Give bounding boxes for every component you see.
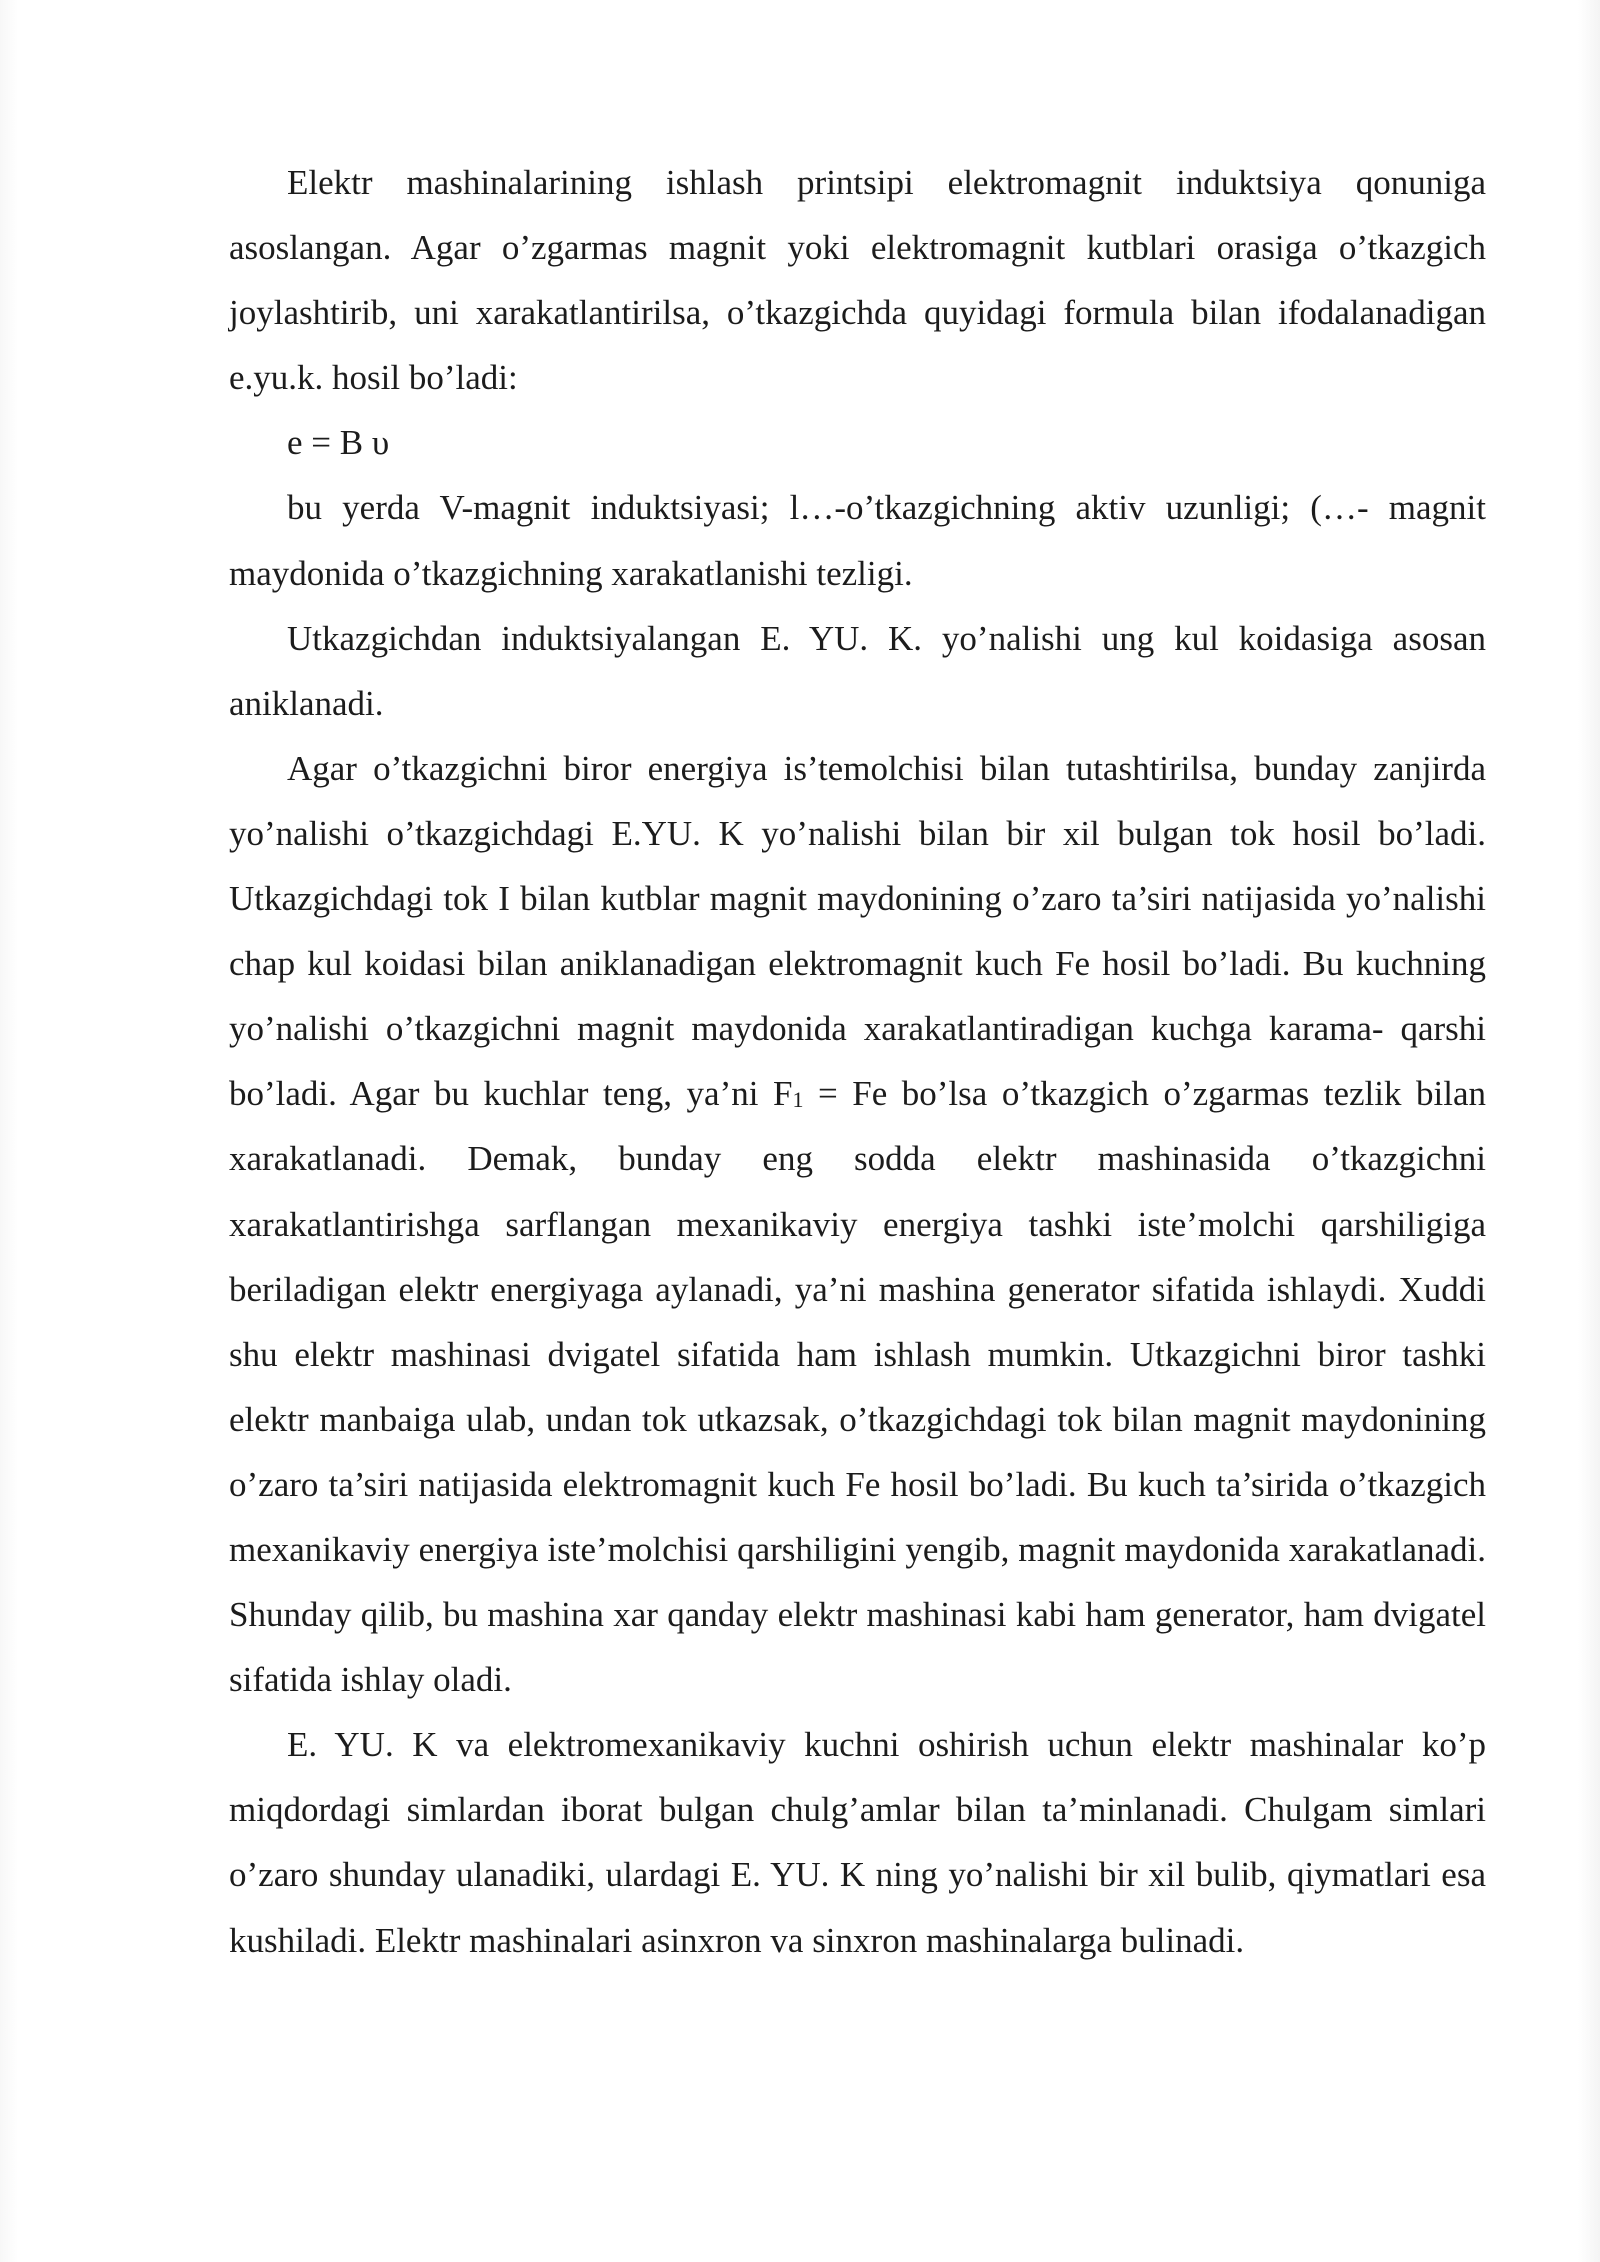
page-left-edge [0, 0, 18, 2262]
paragraph-generator-motor [229, 736, 1486, 1712]
paragraph-generator-motor-part2: = Fe bo’lsa o’tkazgich o’zgarmas tezlik bilan xarakatlanadi. Demak, bunday eng sodda elektr mashinasida o’tkazgichni xarakatlantirishga sarflangan mexanikaviy energiya tashki iste’molchi qarshiligiga beriladigan elektr energiyaga aylanadi, ya’ni mashina generator sifatida ishlaydi. Xuddi shu elektr mashinasi dvigatel sifatida ham ishlash mumkin. Utkazgichni biror tashki elektr manbaiga ulab, undan tok utkazsak, o’tkazgichdagi tok bilan magnit maydonining o’zaro ta’siri natijasida elektromagnit kuch Fe hosil bo’ladi. Bu kuch ta’sirida o’tkazgich mexanikaviy energiya iste’molchisi qarshiligini yengib, magnit maydonida xarakatlanadi. Shunday qilib, bu mashina xar qanday elektr mashinasi kabi ham generator, ham dvigatel sifatida ishlay oladi. [229, 1074, 1486, 1700]
document-body [229, 150, 1486, 1973]
force-subscript: 1 [792, 1087, 804, 1113]
page-right-edge [1578, 0, 1600, 2262]
formula-emf: e = B υ [287, 423, 390, 463]
paragraph-definitions: bu yerda V-magnit induktsiyasi; l…-o’tkazgichning aktiv uzunligi; (…- magnit maydonida o’tkazgichning xarakatlanishi tezligi. [229, 488, 1486, 593]
paragraph-right-hand-rule: Utkazgichdan induktsiyalangan E. YU. K. yo’nalishi ung kul koidasiga asosan aniklanadi. [229, 618, 1486, 723]
paragraph-windings: E. YU. K va elektromexanikaviy kuchni oshirish uchun elektr mashinalar ko’p miqdordagi simlardan iborat bulgan chulg’amlar bilan ta’minlanadi. Chulgam simlari o’zaro shunday ulanadiki, ulardagi E. YU. K ning yo’nalishi bir xil bulib, qiymatlari esa kushiladi. Elektr mashinalari asinxron va sinxron mashinalarga bulinadi. [229, 1725, 1486, 1960]
paragraph-principle: Elektr mashinalarining ishlash printsipi elektromagnit induktsiya qonuniga asoslangan. Agar o’zgarmas magnit yoki elektromagnit kutblari orasiga o’tkazgich joylashtirib, uni xarakatlantirilsa, o’tkazgichda quyidagi formula bilan ifodalanadigan e.yu.k. hosil bo’ladi: [229, 163, 1486, 398]
paragraph-generator-motor-part1: Agar o’tkazgichni biror energiya is’temolchisi bilan tutashtirilsa, bunday zanjirda yo’nalishi o’tkazgichdagi E.YU. K yo’nalishi bilan bir xil bulgan tok hosil bo’ladi. Utkazgichdagi tok I bilan kutblar magnit maydonining o’zaro ta’siri natijasida yo’nalishi chap kul koidasi bilan aniklanadigan elektromagnit kuch Fe hosil bo’ladi. Bu kuchning yo’nalishi o’tkazgichni magnit maydonida xarakatlantiradigan kuchga karama- qarshi bo’ladi. Agar bu kuchlar teng, ya’ni F [229, 748, 1486, 1114]
